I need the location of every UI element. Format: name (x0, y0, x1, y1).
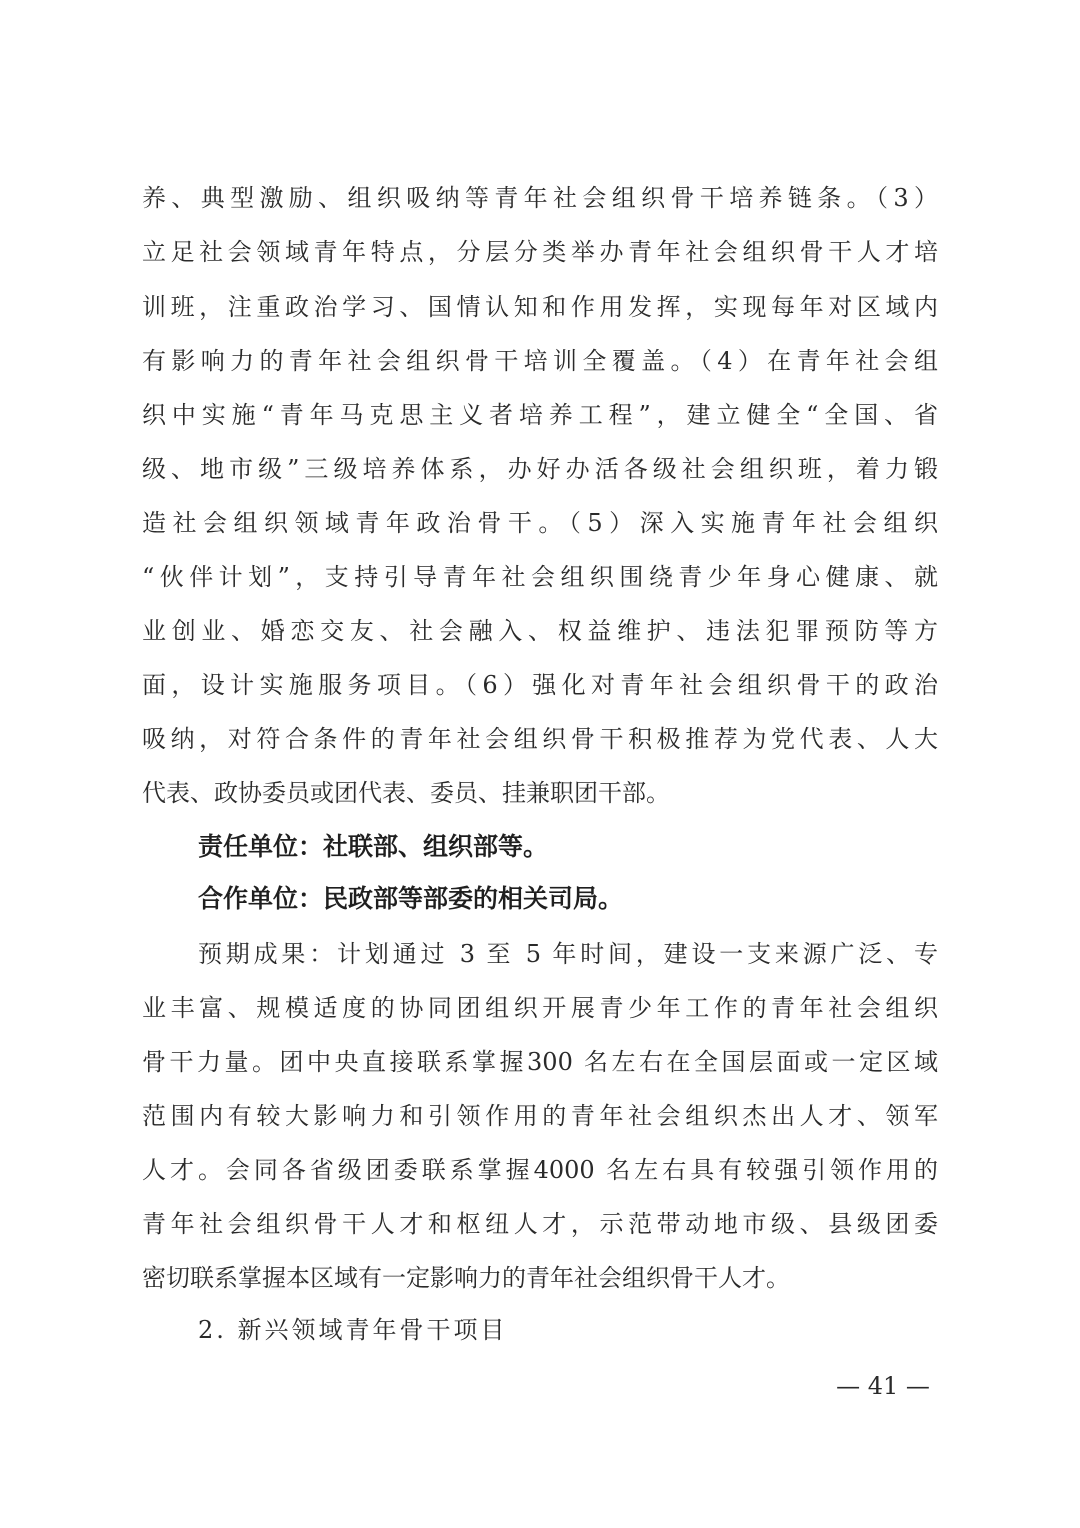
text-line: 业创业、婚恋交友、社会融入、权益维护、违法犯罪预防等方 (142, 617, 938, 645)
text-line: 立足社会领域青年特点，分层分类举办青年社会组织骨干人才培 (142, 238, 938, 266)
text-line: 织中实施“青年马克思主义者培养工程”，建立健全“全国、省 (142, 401, 938, 429)
text-line: 业丰富、规模适度的协同团组织开展青少年工作的青年社会组织 (142, 994, 938, 1022)
text-line: 级、地市级”三级培养体系，办好办活各级社会组织班，着力锻 (142, 455, 938, 483)
page-number: — 41 — (836, 1372, 930, 1400)
text-line: 训班，注重政治学习、国情认知和作用发挥，实现每年对区域内 (142, 293, 938, 321)
text-line: 面，设计实施服务项目。（6）强化对青年社会组织骨干的政治 (142, 671, 938, 699)
section-heading: 2. 新兴领域青年骨干项目 (198, 1316, 508, 1344)
text-line: 吸纳，对符合条件的青年社会组织骨干积极推荐为党代表、人大 (142, 725, 938, 753)
text-line: 人才。会同各省级团委联系掌握4000 名左右具有较强引领作用的 (142, 1156, 938, 1184)
text-line: 养、典型激励、组织吸纳等青年社会组织骨干培养链条。（3） (142, 184, 938, 212)
text-line: 骨干力量。团中央直接联系掌握300 名左右在全国层面或一定区域 (142, 1048, 938, 1076)
cooperating-unit-heading: 合作单位：民政部等部委的相关司局。 (198, 884, 624, 913)
text-line: 青年社会组织骨干人才和枢纽人才，示范带动地市级、县级团委 (142, 1210, 938, 1238)
text-line: 代表、政协委员或团代表、委员、挂兼职团干部。 (142, 779, 670, 807)
text-line: 预期成果：计划通过 3 至 5 年时间，建设一支来源广泛、专 (198, 940, 938, 968)
text-line: “伙伴计划”，支持引导青年社会组织围绕青少年身心健康、就 (142, 563, 938, 591)
text-line: 密切联系掌握本区域有一定影响力的青年社会组织骨干人才。 (142, 1264, 790, 1292)
responsible-unit-heading: 责任单位：社联部、组织部等。 (198, 832, 549, 861)
text-line: 范围内有较大影响力和引领作用的青年社会组织杰出人才、领军 (142, 1102, 938, 1130)
text-line: 有影响力的青年社会组织骨干培训全覆盖。（4）在青年社会组 (142, 347, 938, 375)
text-line: 造社会组织领域青年政治骨干。（5）深入实施青年社会组织 (142, 509, 938, 537)
